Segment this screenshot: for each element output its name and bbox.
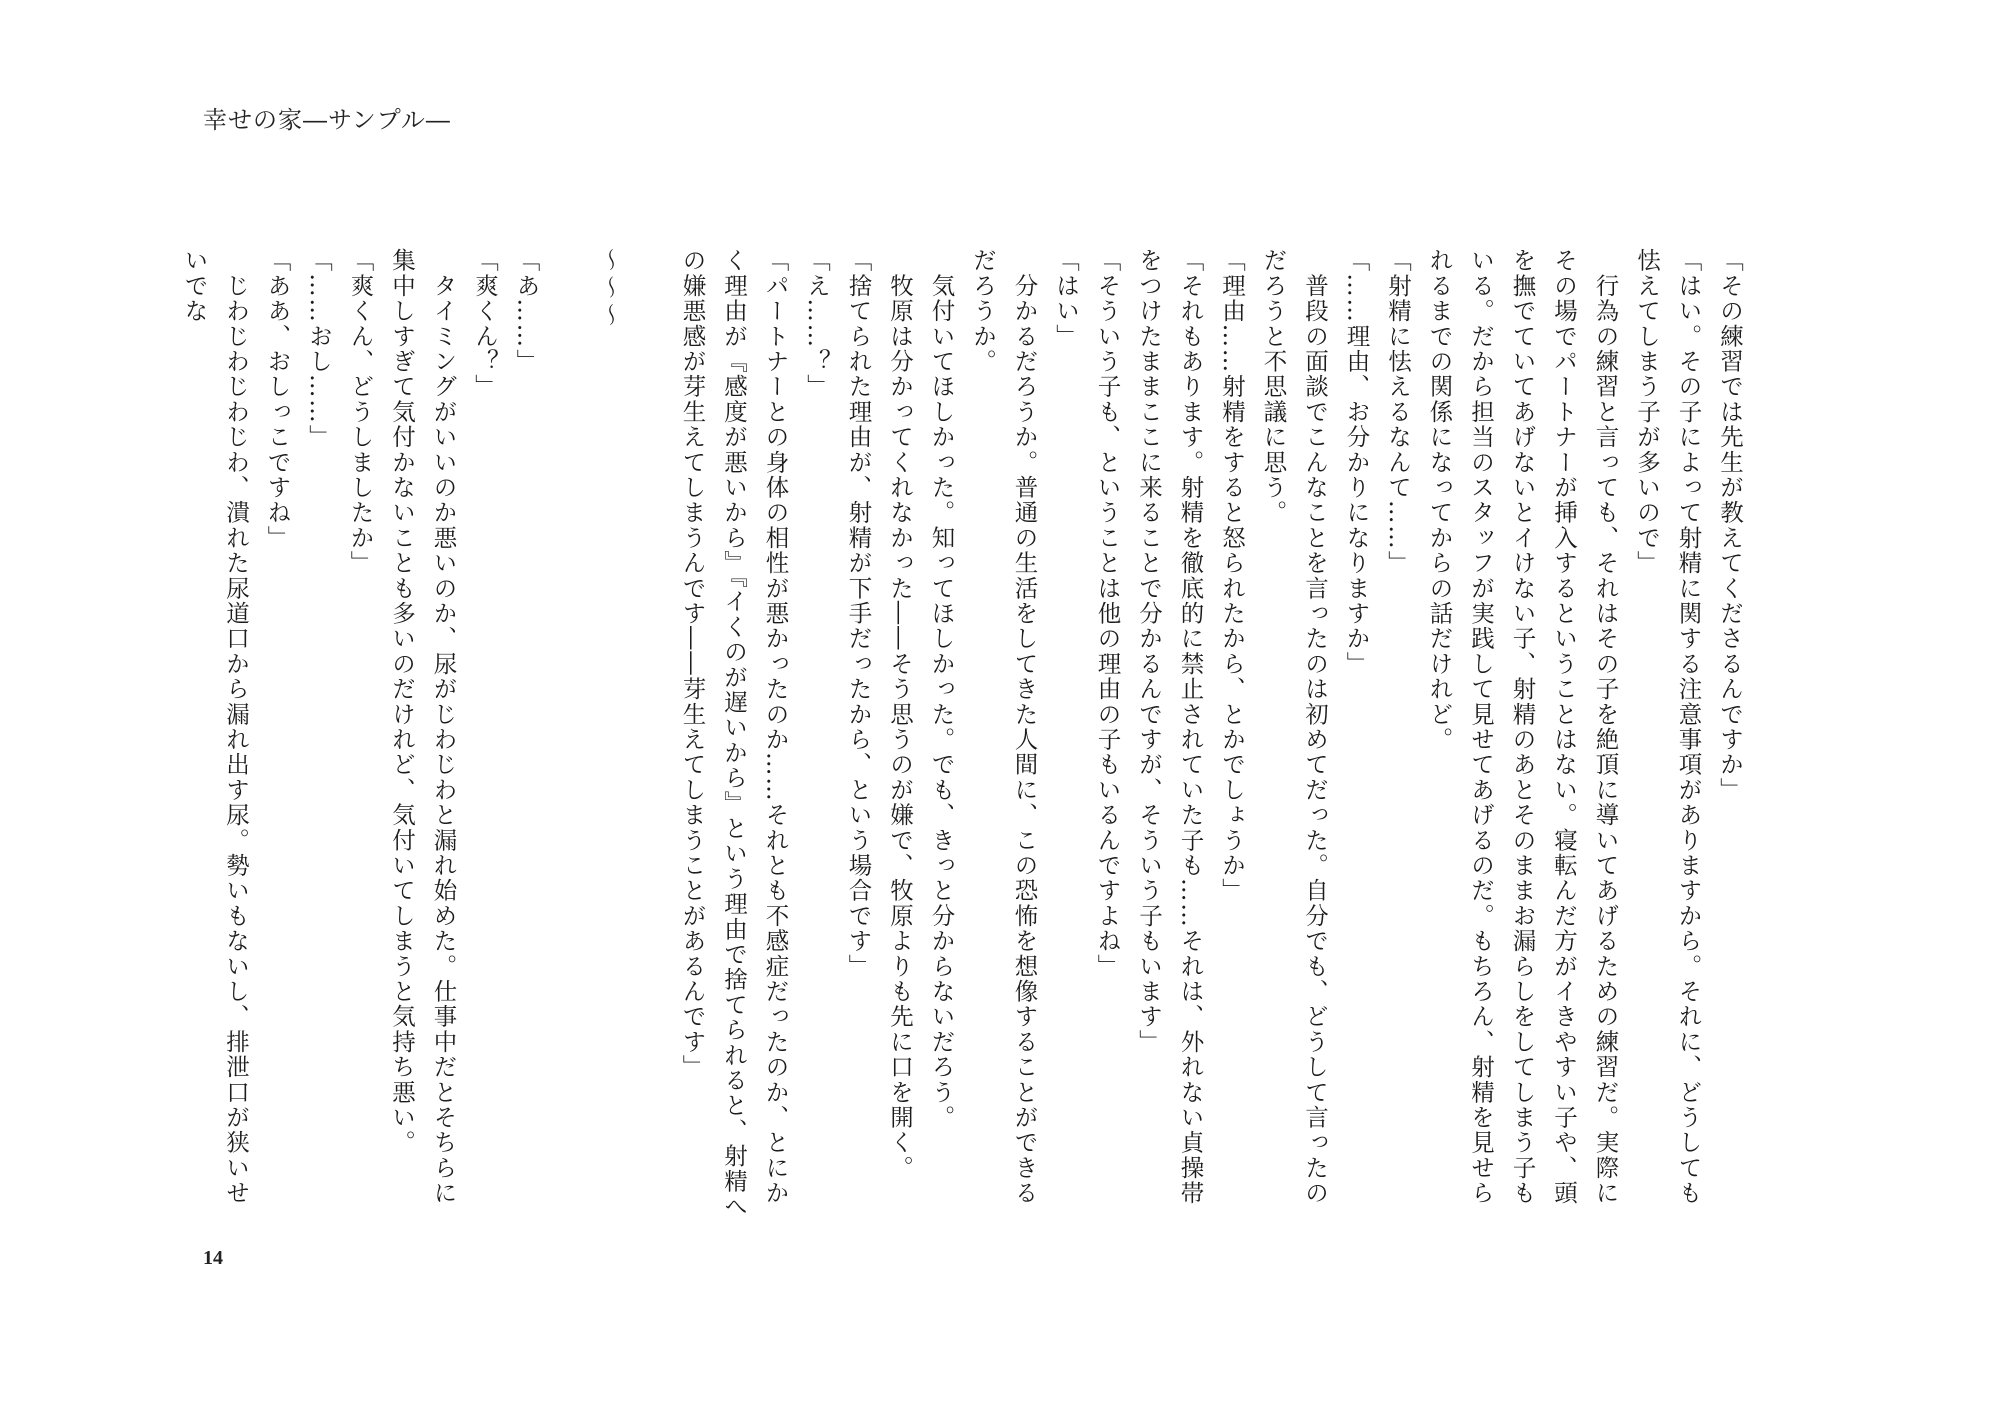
text-line: 気付いてほしかった。知ってほしかった。でも、きっと分からないだろう。 — [927, 248, 956, 1130]
text-line: タイミングがいいのか悪いのか、尿がじわじわと漏れ始めた。仕事中だとそちらに集中しすぎて気付かないことも多いのだけれど、気付いてしまうと気持ち悪い。 — [388, 248, 458, 1206]
text-line: 行為の練習と言っても、それはその子を絶頂に導いてあげるための練習だ。実際にその場でパートナーが挿入するということはない。寝転んだ方がイきやすい子や、頭を撫でていてあげないとイけない子、射精のあとそのままお漏らしをしてしまう子もいる。だから担当のスタッフが実践して見せてあげるのだ。もちろん、射精を見せられるまでの関係になってからの話だけれど。 — [1425, 248, 1620, 1206]
running-header: 幸せの家―サンプル― — [203, 106, 451, 134]
text-line: 「爽くん？」 — [471, 248, 499, 400]
text-line: 「パートナーとの身体の相性が悪かったのか……それとも不感症だったのか、とにかく理由が『感度が悪いから』『イくのが遅いから』という理由で捨てられると、射精への嫌悪感が芽生えてしまうんです――芽生えてしまうことがあるんです」 — [678, 248, 790, 1220]
text-line: 「爽くん、どうしましたか」 — [346, 248, 375, 576]
text-line: 「その練習では先生が教えてくださるんですか」 — [1716, 248, 1744, 803]
text-line: 分かるだろうか。普通の生活をしてきた人間に、この恐怖を想像することができるだろうか。 — [969, 248, 1039, 1206]
text-line: 「射精に怯えるなんて……」 — [1384, 248, 1412, 576]
text-line: 「理由……射精をすると怒られたから、とかでしょうか」 — [1218, 248, 1246, 904]
blank-line — [630, 248, 672, 249]
text-line: じわじわじわじわ、潰れた尿道口から漏れ出す尿。勢いもないし、排泄口が狭いせいでな — [180, 248, 250, 1206]
scene-separator: ～～～ — [595, 248, 624, 331]
text-line: 普段の面談でこんなことを言ったのは初めてだった。自分でも、どうして言ったのだろうと不思議に思う。 — [1259, 248, 1329, 1206]
text-line: 「え……？」 — [803, 248, 831, 400]
text-line: 「捨てられた理由が、射精が下手だったから、という場合です」 — [844, 248, 873, 979]
text-line: 「はい。その子によって射精に関する注意事項がありますから。それに、どうしても怯えてしまう子が多いので」 — [1633, 248, 1703, 1206]
text-line: 「……おし……」 — [305, 248, 333, 450]
text-line: 「ああ、おしっこですね」 — [263, 248, 292, 551]
text-line: 牧原は分かってくれなかった――そう思うのが嫌で、牧原よりも先に口を開く。 — [886, 248, 914, 1181]
text-line: 「あ……」 — [512, 248, 541, 374]
text-line: 「それもあります。射精を徹底的に禁止されていた子も……それは、外れない貞操帯をつけたままここに来ることで分かるんですが、そういう子もいます」 — [1135, 248, 1205, 1206]
blank-line — [547, 248, 589, 249]
vertical-body-text — [180, 248, 1750, 1228]
page-number: 14 — [203, 1247, 223, 1269]
text-line: 「……理由、お分かりになりますか」 — [1342, 248, 1371, 677]
text-line: 「はい」 — [1052, 248, 1080, 349]
text-line: 「そういう子も、ということは他の理由の子もいるんですよね」 — [1093, 248, 1122, 979]
